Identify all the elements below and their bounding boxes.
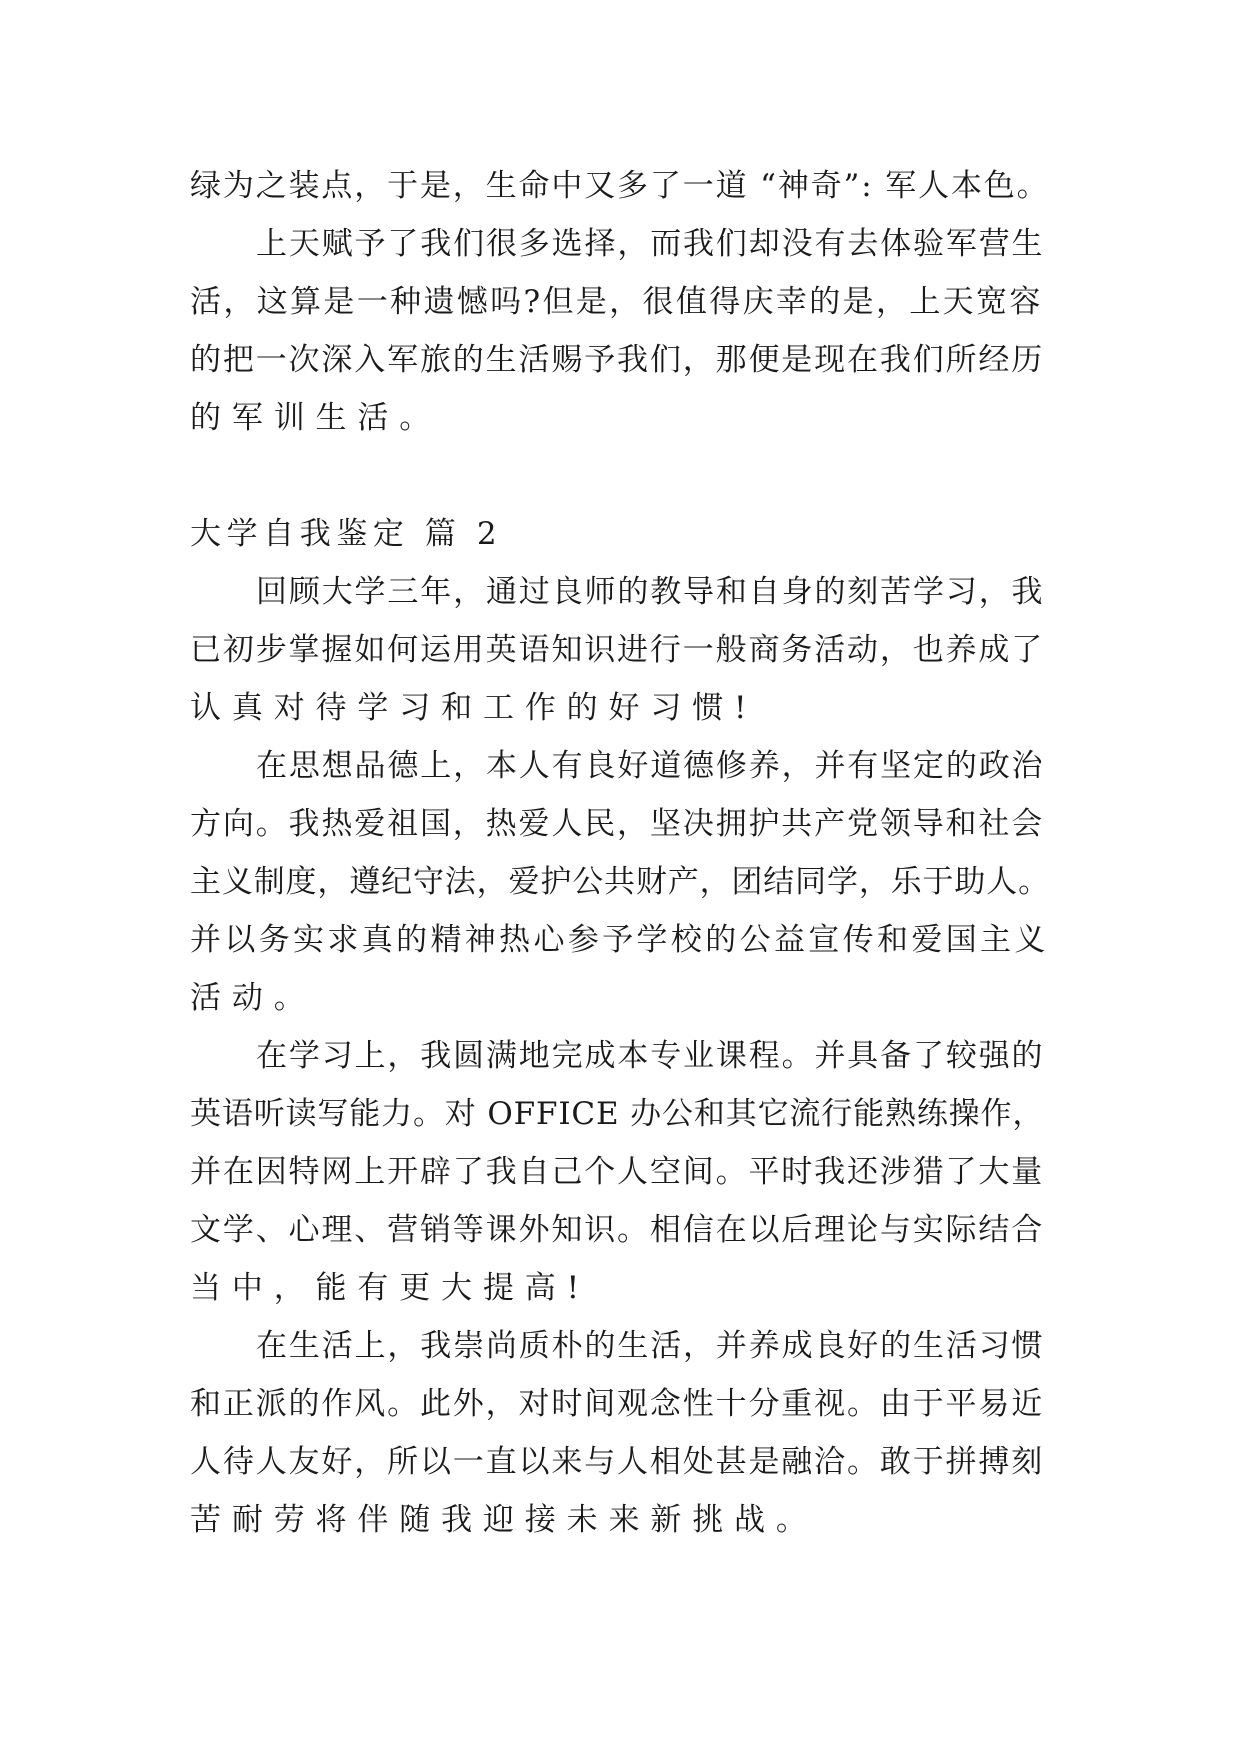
text-line: 并在因特网上开辟了我自己个人空间。平时我还涉猎了大量: [190, 1154, 1045, 1190]
section-title: 大学自我鉴定 篇 2: [190, 516, 503, 552]
text-line: 苦耐劳将伴随我迎接未来新挑战。: [190, 1502, 818, 1538]
text-line: 活动。: [190, 980, 316, 1016]
text-line: 主义制度，遵纪守法，爱护公共财产，团结同学，乐于助人。: [190, 864, 1050, 900]
text-line: 和正派的作风。此外，对时间观念性十分重视。由于平易近: [190, 1386, 1045, 1422]
paragraph-first-line: 上天赋予了我们很多选择，而我们却没有去体验军营生: [256, 226, 1045, 262]
text-line: 并以务实求真的精神热心参予学校的公益宣传和爱国主义: [190, 922, 1049, 958]
text-line: 认真对待学习和工作的好习惯!: [190, 690, 758, 726]
text-line: 的军训生活。: [190, 400, 442, 436]
text-line: 方向。我热爱祖国，热爱人民，坚决拥护共产党领导和社会: [190, 806, 1045, 842]
text-line: 已初步掌握如何运用英语知识进行一般商务活动，也养成了: [190, 632, 1045, 668]
text-line: 文学、心理、营销等课外知识。相信在以后理论与实际结合: [190, 1212, 1045, 1248]
text-line: 绿为之装点，于是，生命中又多了一道 “神奇”: 军人本色。: [190, 168, 1050, 204]
text-line: 活，这算是一种遗憾吗?但是，很值得庆幸的是，上天宽容: [190, 284, 1043, 320]
text-line: 当中，能有更大提高!: [190, 1270, 590, 1306]
paragraph-first-line: 回顾大学三年，通过良师的教导和自身的刻苦学习，我: [256, 574, 1045, 610]
paragraph-first-line: 在学习上，我圆满地完成本专业课程。并具备了较强的: [256, 1038, 1045, 1074]
text-line: 英语听读写能力。对 OFFICE 办公和其它流行能熟练操作，: [190, 1096, 1045, 1132]
paragraph-first-line: 在生活上，我崇尚质朴的生活，并养成良好的生活习惯: [256, 1328, 1045, 1364]
text-line: 人待人友好，所以一直以来与人相处甚是融洽。敢于拼搏刻: [190, 1444, 1045, 1480]
paragraph-first-line: 在思想品德上，本人有良好道德修养，并有坚定的政治: [256, 748, 1045, 784]
text-line: 的把一次深入军旅的生活赐予我们，那便是现在我们所经历: [190, 342, 1045, 378]
